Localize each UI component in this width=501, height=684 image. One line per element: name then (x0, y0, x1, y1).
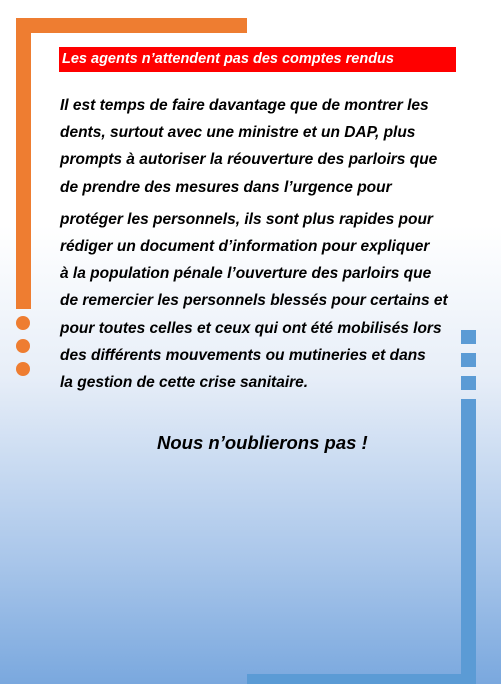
body-line: dents, surtout avec une ministre et un DAP, plus (60, 124, 416, 142)
body-line: des différents mouvements ou mutineries et dans (60, 346, 426, 364)
blue-frame-bottom (247, 674, 476, 684)
orange-dot (16, 362, 30, 376)
body-line: de prendre des mesures dans l’urgence pour (60, 178, 392, 196)
headline-banner: Les agents n’attendent pas des comptes rendus (59, 47, 456, 72)
orange-frame-top (16, 18, 247, 33)
body-line: rédiger un document d’information pour expliquer (60, 237, 430, 255)
closing-statement: Nous n’oublierons pas ! (157, 432, 368, 453)
body-paragraph (60, 92, 465, 396)
body-line: protéger les personnels, ils sont plus rapides pour (60, 210, 433, 228)
orange-dot (16, 316, 30, 330)
blue-frame-right (461, 399, 476, 684)
body-line: Il est temps de faire davantage que de montrer les (60, 97, 429, 114)
body-line: prompts à autoriser la réouverture des parloirs que (60, 151, 438, 169)
body-line: à la population pénale l’ouverture des parloirs que (60, 265, 432, 283)
orange-dot (16, 339, 30, 353)
body-line: la gestion de cette crise sanitaire. (60, 373, 309, 391)
body-line: de remercier les personnels blessés pour certains et (60, 292, 448, 310)
body-line: pour toutes celles et ceux qui ont été mobilisés lors (60, 319, 442, 337)
orange-frame-left (16, 18, 31, 309)
